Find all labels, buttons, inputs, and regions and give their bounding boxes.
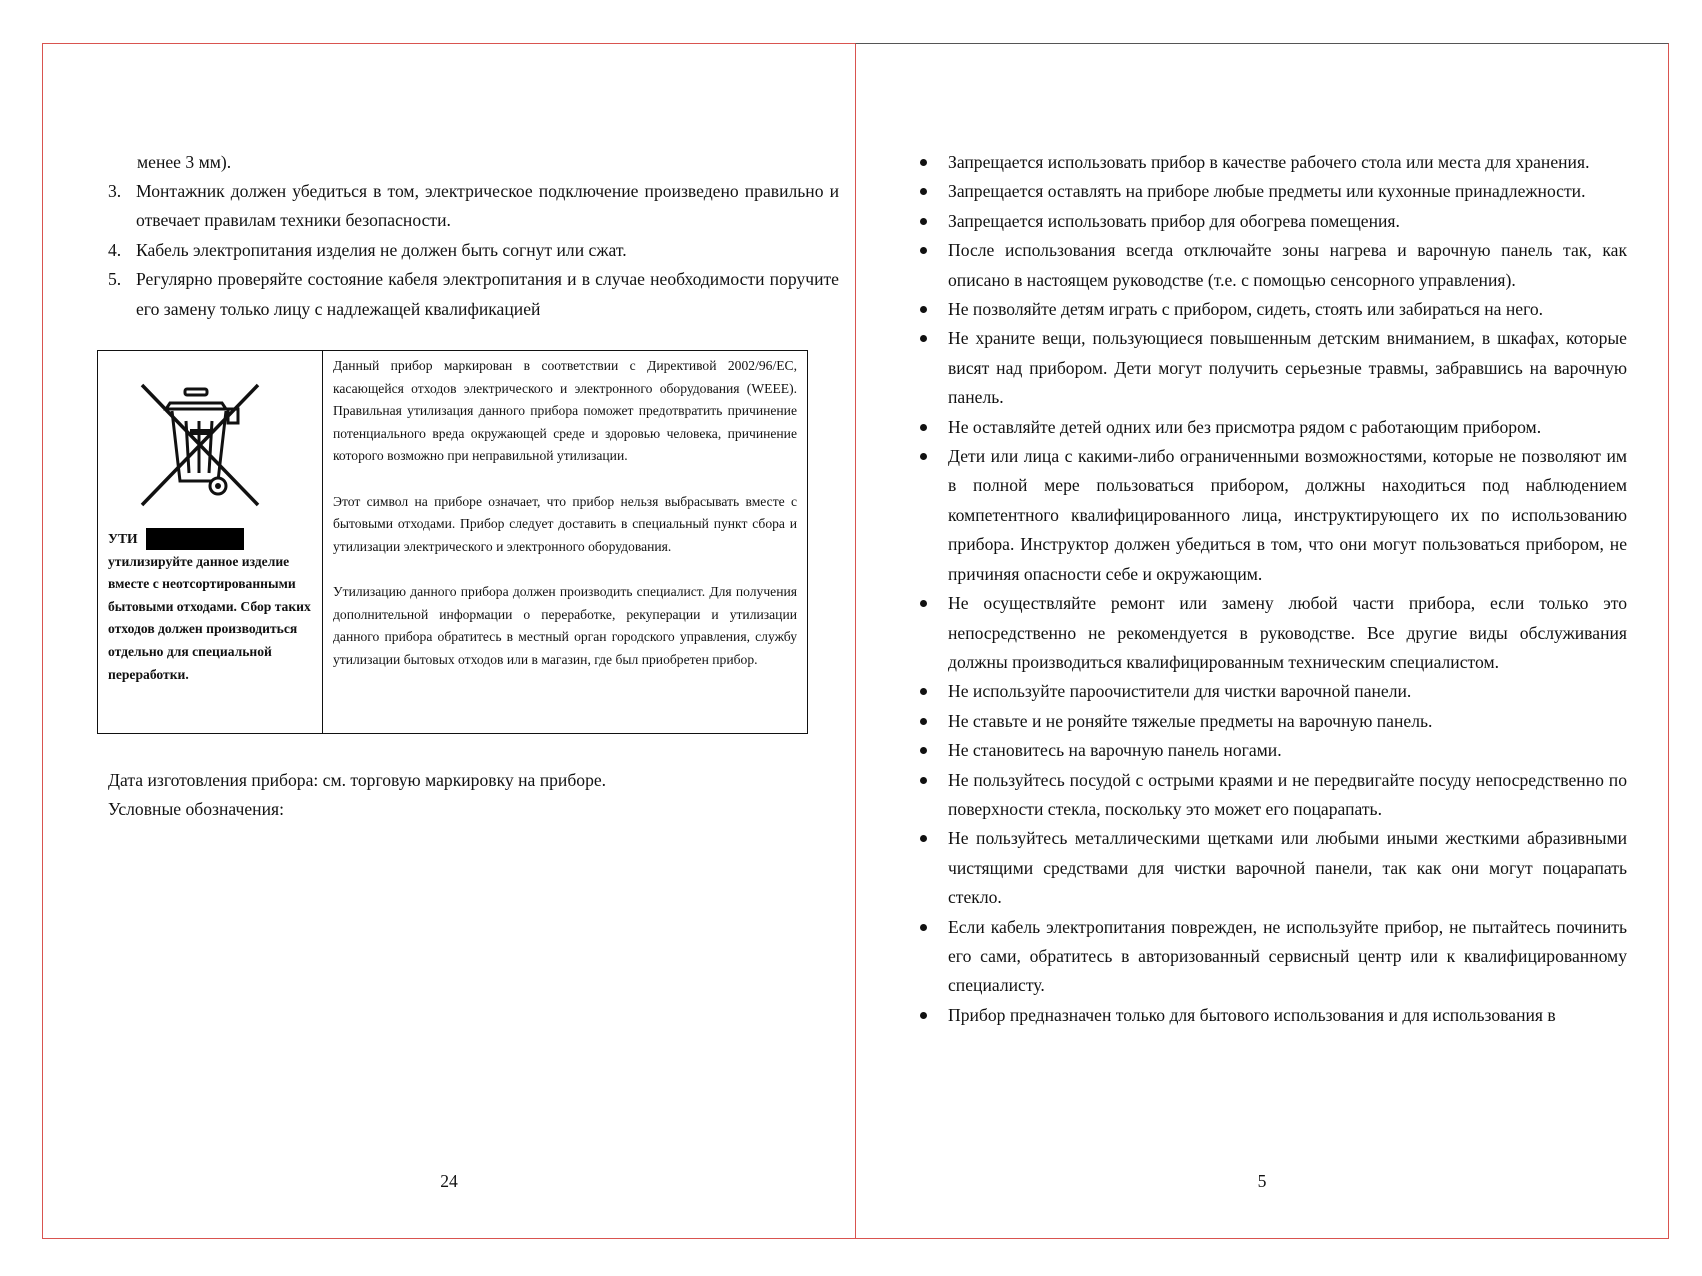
bullet-icon <box>918 207 948 236</box>
redaction-bar <box>146 528 244 550</box>
bullet-text: Не осуществляйте ремонт или замену любой части прибора, если только это непосредственно не рекомендуется в руководстве. Все другие виды обслуживания должны производиться квалифицированным техническим специалистом. <box>948 593 1627 672</box>
bullet-icon <box>918 177 948 206</box>
list-item <box>918 677 1627 706</box>
weee-description-cell <box>323 351 807 733</box>
list-item <box>108 265 839 324</box>
bullet-text: Не ставьте и не роняйте тяжелые предметы на варочную панель. <box>948 710 1433 731</box>
list-item <box>918 589 1627 677</box>
list-item <box>108 236 839 265</box>
weee-paragraph: Данный прибор маркирован в соответствии с Директивой 2002/96/EC, касающейся отходов электрического и электронного оборудования (WEEE). Правильная утилизация данного прибора поможет предотвратить причинение потенциального вреда окружающей среде и здоровью человека, причинение которого возможно при неправильной утилизации. <box>333 358 797 464</box>
bullet-text: Не оставляйте детей одних или без присмотра рядом с работающим прибором. <box>948 416 1542 437</box>
list-item <box>918 736 1627 765</box>
warning-prefix: УТИ <box>108 531 138 546</box>
continuation-line: менее 3 мм). <box>137 152 232 172</box>
bullet-icon <box>918 442 948 589</box>
list-item <box>918 236 1627 295</box>
item-text: Монтажник должен убедиться в том, электрическое подключение произведено правильно и отвечает правилам техники безопасности. <box>136 181 839 231</box>
list-item <box>918 824 1627 912</box>
crossed-out-wheelie-bin-icon <box>138 381 262 511</box>
bullet-icon <box>918 766 948 825</box>
bullet-text: Не пользуйтесь посудой с острыми краями и не передвигайте посуду непосредственно по поверхности стекла, поскольку это может его поцарапать. <box>948 769 1627 819</box>
bullet-icon <box>918 413 948 442</box>
bullet-text: Не позволяйте детям играть с прибором, сидеть, стоять или забираться на него. <box>948 299 1544 320</box>
bullet-text: Запрещается использовать прибор для обогрева помещения. <box>948 210 1400 231</box>
list-item <box>918 177 1627 206</box>
page-right <box>855 43 1669 1239</box>
numbered-list <box>108 177 839 324</box>
list-item <box>918 913 1627 1001</box>
bullet-text: Не храните вещи, пользующиеся повышенным детским вниманием, в шкафах, которые висят над прибором. Дети могут получить серьезные травмы, забравшись на варочную панель. <box>948 328 1627 408</box>
bullet-icon <box>918 707 948 736</box>
weee-symbol-cell <box>98 351 323 733</box>
weee-paragraph: Утилизацию данного прибора должен производить специалист. Для получения дополнительной информации о переработке, рекуперации и утилизации данного прибора обратитесь в местный орган городского управления, службу утилизации бытовых отходов или в магазин, где был приобретен прибор. <box>333 583 797 667</box>
manufacture-info <box>108 766 828 825</box>
bullet-text: Не пользуйтесь металлическими щетками или любыми иными жесткими абразивными чистящими средствами для чистки варочной панели, так как они могут поцарапать стекло. <box>948 828 1627 908</box>
list-item <box>918 207 1627 236</box>
bullet-icon <box>918 736 948 765</box>
bullet-text: Не используйте пароочистители для чистки варочной панели. <box>948 681 1412 702</box>
bullet-icon <box>918 295 948 324</box>
item-text: Кабель электропитания изделия не должен быть согнут или сжат. <box>136 239 627 260</box>
list-item <box>918 324 1627 412</box>
bullet-icon <box>918 824 948 912</box>
bullet-text: Не становитесь на варочную панель ногами. <box>948 740 1282 761</box>
bullet-text: После использования всегда отключайте зоны нагрева и варочную панель так, как описано в настоящем руководстве (т.е. с помощью сенсорного управления). <box>948 240 1627 290</box>
symbols-label: Условные обозначения: <box>108 799 284 820</box>
list-item <box>918 1001 1627 1030</box>
item-number: 4. <box>108 239 122 260</box>
list-item <box>918 148 1627 177</box>
bullet-text: Запрещается оставлять на приборе любые предметы или кухонные принадлежности. <box>948 181 1586 202</box>
item-number: 3. <box>108 181 122 201</box>
bullet-icon <box>918 148 948 177</box>
bullet-icon <box>918 589 948 677</box>
list-item <box>918 707 1627 736</box>
item-text: Регулярно проверяйте состояние кабеля электропитания и в случае необходимости поручите его замену только лицу с надлежащей квалификацией <box>136 269 839 319</box>
weee-warning <box>108 528 318 686</box>
safety-bullet-list <box>918 148 1627 1030</box>
list-item <box>108 177 839 236</box>
item-number: 5. <box>108 269 122 290</box>
bullet-text: Запрещается использовать прибор в качестве рабочего стола или места для хранения. <box>948 152 1590 172</box>
page-left <box>42 43 856 1239</box>
weee-paragraph: Этот символ на приборе означает, что прибор нельзя выбрасывать вместе с бытовыми отходами. Прибор следует доставить в специальный пункт сбора и утилизации электрического и электронного оборудования. <box>333 493 797 554</box>
warning-text: утилизируйте данное изделие вместе с неотсортированными бытовыми отходами. Сбор таких отходов должен производиться отдельно для специальной переработки. <box>108 553 311 682</box>
list-item <box>918 413 1627 442</box>
bullet-icon <box>918 324 948 412</box>
weee-info-table <box>97 350 808 734</box>
page-number: 24 <box>440 1171 458 1191</box>
bullet-icon <box>918 236 948 295</box>
page-number: 5 <box>1257 1171 1267 1191</box>
bullet-icon <box>918 1001 948 1030</box>
list-item <box>918 295 1627 324</box>
list-item <box>918 766 1627 825</box>
bullet-text: Прибор предназначен только для бытового использования и для использования в <box>948 1004 1556 1025</box>
list-item <box>918 442 1627 589</box>
bullet-icon <box>918 913 948 1001</box>
manufacture-date: Дата изготовления прибора: см. торговую маркировку на приборе. <box>108 770 607 790</box>
bullet-icon <box>918 677 948 706</box>
bullet-text: Если кабель электропитания поврежден, не используйте прибор, не пытайтесь починить его сами, обратитесь в авторизованный сервисный центр или к квалифицированному специалисту. <box>948 916 1627 996</box>
bullet-text: Дети или лица с какими-либо ограниченными возможностями, которые не позволяют им в полной мере пользоваться прибором, должны находиться под наблюдением компетентного квалифицированного лица, инструктирующего их по использованию прибора. Инструктор должен убедиться в том, что они могут пользоваться прибором, не причиняя опасности себе и окружающим. <box>948 446 1627 584</box>
